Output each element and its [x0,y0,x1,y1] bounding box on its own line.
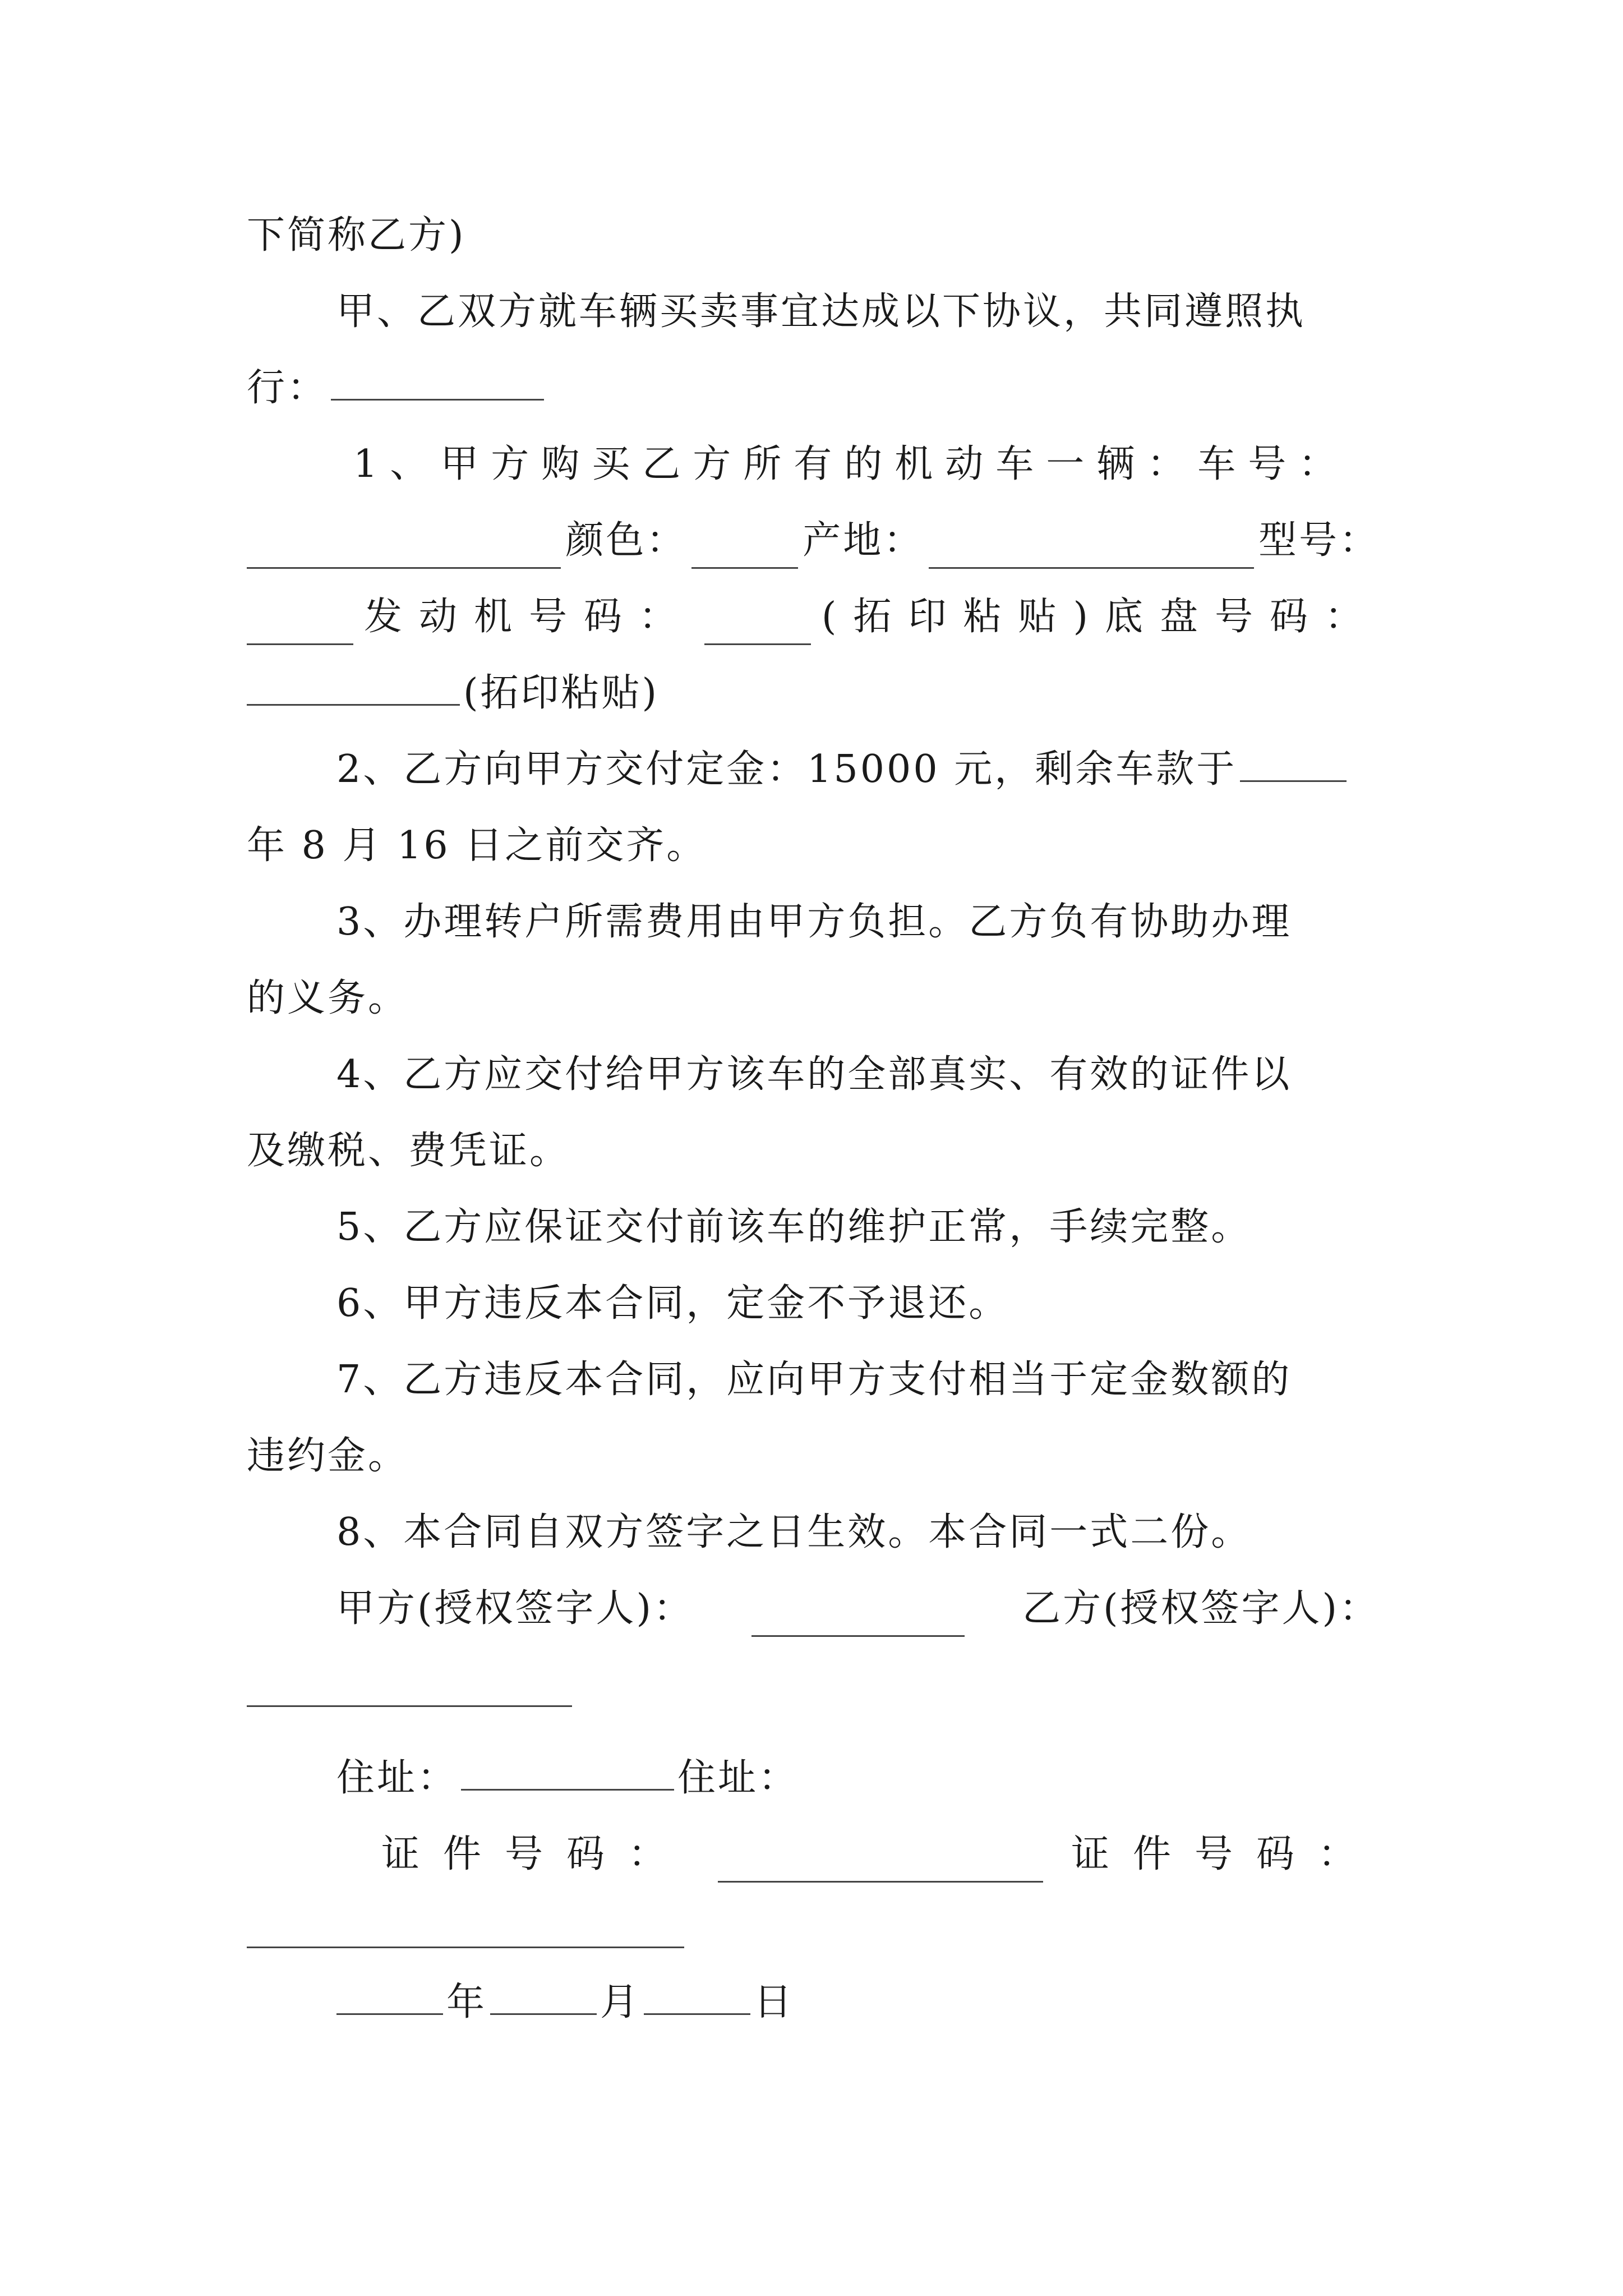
color-label: 颜色： [565,518,687,563]
execute-label: 行： [247,366,328,410]
text-line-7 [247,665,1380,721]
text-line-3 [247,360,1380,416]
chassis-blank [247,669,460,706]
text-line-10: 3、办理转户所需费用由甲方负担。乙方负有协助办理 [336,900,1292,944]
plate-blank [247,532,561,569]
party-b-id-label: 证件号码： [1071,1832,1380,1876]
party-a-address-label: 住址： [336,1756,458,1800]
party-a-id-blank [718,1846,1043,1883]
origin-blank [929,532,1254,569]
text-line-19 [336,1581,1380,1637]
clause-1-text: 1、甲方购买乙方所有的机动车一辆：车号： [353,442,1349,486]
model-blank [247,609,353,645]
blank-line [331,364,544,401]
text-line-2: 甲、乙双方就车辆买卖事宜达成以下协议，共同遵照执 [336,289,1306,334]
party-a-sign-blank [751,1600,965,1637]
text-line-5 [247,513,1380,569]
origin-label: 产地： [803,518,924,563]
rubbing-note: (拓印粘贴) [463,671,660,715]
engine-label: 发动机号码： [363,595,694,639]
date-year-blank [336,1978,443,2015]
text-line-8 [336,742,1380,798]
color-blank [691,532,798,569]
chassis-label: (拓印粘贴)底盘号码： [821,595,1380,639]
text-line-9: 年 8 月 16 日之前交齐。 [247,823,707,868]
date-month-blank [490,1978,597,2015]
date-day-label: 日 [754,1980,795,2024]
text-line-20 [336,1750,1380,1806]
year-blank [1240,746,1347,782]
text-line-15: 6、甲方违反本合同，定金不予退还。 [336,1281,1009,1326]
text-line-12: 4、乙方应交付给甲方该车的全部真实、有效的证件以 [336,1052,1292,1097]
date-month-label: 月 [600,1980,641,2024]
text-line-4 [353,436,1380,493]
text-line-16: 7、乙方违反本合同，应向甲方支付相当于定金数额的 [336,1358,1292,1402]
model-label: 型号： [1258,518,1380,563]
party-a-id-label: 证件号码： [381,1832,690,1876]
text-line-11: 的义务。 [247,976,409,1020]
date-day-blank [644,1978,750,2015]
text-line-17: 违约金。 [247,1434,409,1478]
party-b-address-label: 住址： [677,1756,799,1800]
party-b-id-blank [247,1947,684,1948]
text-line-14: 5、乙方应保证交付前该车的维护正常，手续完整。 [336,1205,1252,1249]
text-line-1: 下简称乙方) [247,213,466,257]
date-year-label: 年 [446,1980,487,2024]
party-a-sign-label: 甲方(授权签字人)： [336,1586,694,1631]
text-line-13: 及缴税、费凭证。 [247,1129,570,1173]
text-line-21 [381,1826,1380,1883]
engine-blank [704,609,811,645]
clause-2-text: 2、乙方向甲方交付定金：15000 元，剩余车款于 [336,747,1237,792]
date-line [336,1975,1380,2031]
party-a-address-blank [461,1754,674,1791]
party-b-sign-label: 乙方(授权签字人)： [1022,1586,1380,1631]
text-line-18: 8、本合同自双方签字之日生效。本合同一式二份。 [336,1510,1252,1554]
party-b-sign-blank [247,1705,572,1707]
text-line-6 [247,589,1380,645]
